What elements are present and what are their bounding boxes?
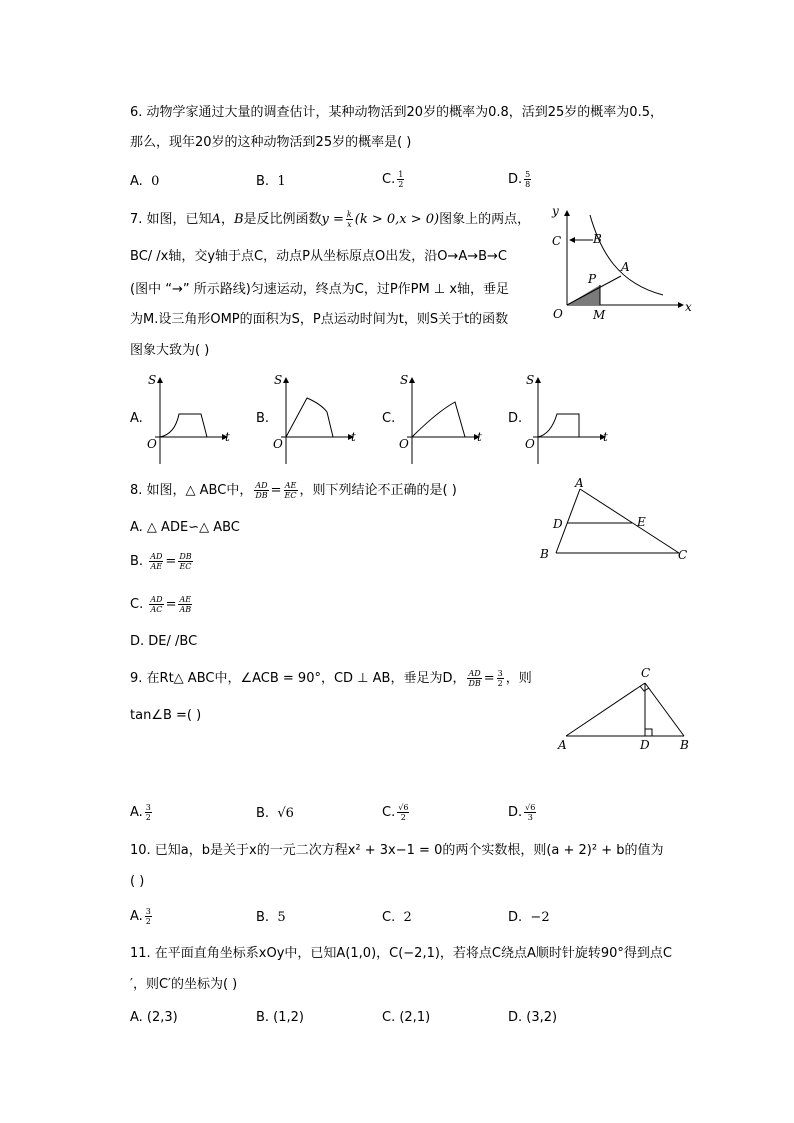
q7-option-c-label: C. <box>382 411 396 426</box>
q6-option-d: D. $\frac{5}{8}$ <box>508 170 531 189</box>
q9-stem-line2: tan∠B =( ) <box>130 708 202 723</box>
q11-option-d: D. (3,2) <box>508 1010 558 1025</box>
q10-option-a: A. $\frac{3}{2}$ <box>130 907 151 926</box>
q9-fig-label-a: A <box>558 738 567 752</box>
q7-graph-a-s-label: S <box>148 373 157 387</box>
q6-option-c: C. $\frac{1}{2}$ <box>382 170 404 189</box>
q7-graph-c <box>397 372 487 462</box>
q8-option-c: C. $\frac{AD}{AC}$ = $\frac{AE}{AB}$ <box>130 595 192 614</box>
q7-graph-a <box>145 372 235 462</box>
q7-fig-label-a: A <box>621 260 630 274</box>
q7-option-a-label: A. <box>130 411 143 426</box>
q11-stem-line1: 11. 在平面直角坐标系xOy中，已知A(1,0)，C(−2,1)，若将点C绕点A顺时针旋转90°得到点C <box>130 946 673 961</box>
q7-stem-line1: 7. 如图，已知A，B是反比例函数y = $\frac{k}{x}$ (k > 0,x > 0)图象上的两点， <box>130 210 531 229</box>
q7-option-d-label: D. <box>508 411 523 426</box>
q7-fig-label-o: O <box>553 307 563 321</box>
q8-fig-label-a: A <box>575 476 584 490</box>
q10-stem-line2: ( ) <box>130 874 145 889</box>
q7-stem-line3: (图中 “→” 所示路线)匀速运动，终点为C，过P作PM ⊥ x轴，垂足 <box>130 282 510 297</box>
q7-graph-b-t-label: t <box>351 430 356 444</box>
q7-fig-label-p: P <box>588 272 597 286</box>
q7-fig-label-x: x <box>685 300 692 314</box>
q7-graph-c-s-label: S <box>400 373 409 387</box>
q9-fig-label-b: B <box>680 738 689 752</box>
q9-option-d: D. $\frac{√6}{3}$ <box>508 803 536 822</box>
q7-stem-line4: 为M.设三角形OMP的面积为S，P点运动时间为t，则S关于t的函数 <box>130 312 509 327</box>
q8-figure <box>537 474 697 564</box>
q6-stem-line2: 那么，现年20岁的这种动物活到25岁的概率是( ) <box>130 135 412 150</box>
q11-option-b: B. (1,2) <box>256 1010 305 1025</box>
q10-option-c: C. 2 <box>382 910 412 925</box>
q8-fig-label-c: C <box>678 548 688 562</box>
q7-graph-b <box>271 372 361 462</box>
q7-graph-c-t-label: t <box>477 430 482 444</box>
q7-graph-a-o-label: O <box>147 437 157 451</box>
q8-fig-label-b: B <box>540 547 549 561</box>
q7-figure <box>545 205 705 325</box>
q10-stem-line1: 10. 已知a，b是关于x的一元二次方程x² + 3x−1 = 0的两个实数根，则(a + 2)² + b的值为 <box>130 843 664 858</box>
q8-stem: 8. 如图，△ ABC中， $\frac{AD}{DB}$ = $\frac{AE}{EC}$ ，则下列结论不正确的是( ) <box>130 481 457 500</box>
q9-option-b: B. √6 <box>256 806 294 821</box>
q9-option-a: A. $\frac{3}{2}$ <box>130 803 151 822</box>
q7-fig-label-y: y <box>552 204 559 218</box>
q7-stem-line5: 图象大致为( ) <box>130 343 210 358</box>
q7-graph-d-s-label: S <box>526 373 535 387</box>
q11-option-a: A. (2,3) <box>130 1010 178 1025</box>
q7-graph-b-o-label: O <box>273 437 283 451</box>
q8-option-a: A. △ ADE∽△ ABC <box>130 520 240 535</box>
q8-option-d: D. DE/ /BC <box>130 634 198 649</box>
q11-option-c: C. (2,1) <box>382 1010 431 1025</box>
q8-fig-label-d: D <box>553 517 563 531</box>
q7-graph-d <box>523 372 613 462</box>
q9-stem-line1: 9. 在Rt△ ABC中，∠ACB = 90°，CD ⊥ AB，垂足为D， $\frac{AD}{DB}$ = $\frac{3}{2}$ ，则 <box>130 669 532 688</box>
q7-graph-d-t-label: t <box>603 430 608 444</box>
q7-fig-label-b: B <box>593 232 602 246</box>
q9-option-c: C. $\frac{√6}{2}$ <box>382 803 409 822</box>
q7-option-b-label: B. <box>256 411 270 426</box>
q6-stem-line1: 6. 动物学家通过大量的调查估计，某种动物活到20岁的概率为0.8，活到25岁的概率为0.5， <box>130 105 663 120</box>
q6-option-a: A. 0 <box>130 174 160 189</box>
q7-graph-d-o-label: O <box>525 437 535 451</box>
q11-stem-line2: ′，则C′的坐标为( ) <box>130 977 238 992</box>
q9-fig-label-c: C <box>641 666 651 680</box>
q7-graph-c-o-label: O <box>399 437 409 451</box>
q9-figure <box>552 663 702 753</box>
q9-fig-label-d: D <box>640 738 650 752</box>
q7-graph-b-s-label: S <box>274 373 283 387</box>
q8-option-b: B. $\frac{AD}{AE}$ = $\frac{DB}{EC}$ <box>130 552 192 571</box>
q10-option-b: B. 5 <box>256 910 286 925</box>
q7-fig-label-m: M <box>593 308 606 322</box>
q8-fig-label-e: E <box>637 515 646 529</box>
q10-option-d: D. −2 <box>508 910 550 925</box>
q7-graph-a-t-label: t <box>225 430 230 444</box>
q7-fig-label-c: C <box>552 234 562 248</box>
q7-stem-line2: BC/ /x轴，交y轴于点C，动点P从坐标原点O出发，沿O→A→B→C <box>130 249 507 264</box>
q6-option-b: B. 1 <box>256 174 286 189</box>
